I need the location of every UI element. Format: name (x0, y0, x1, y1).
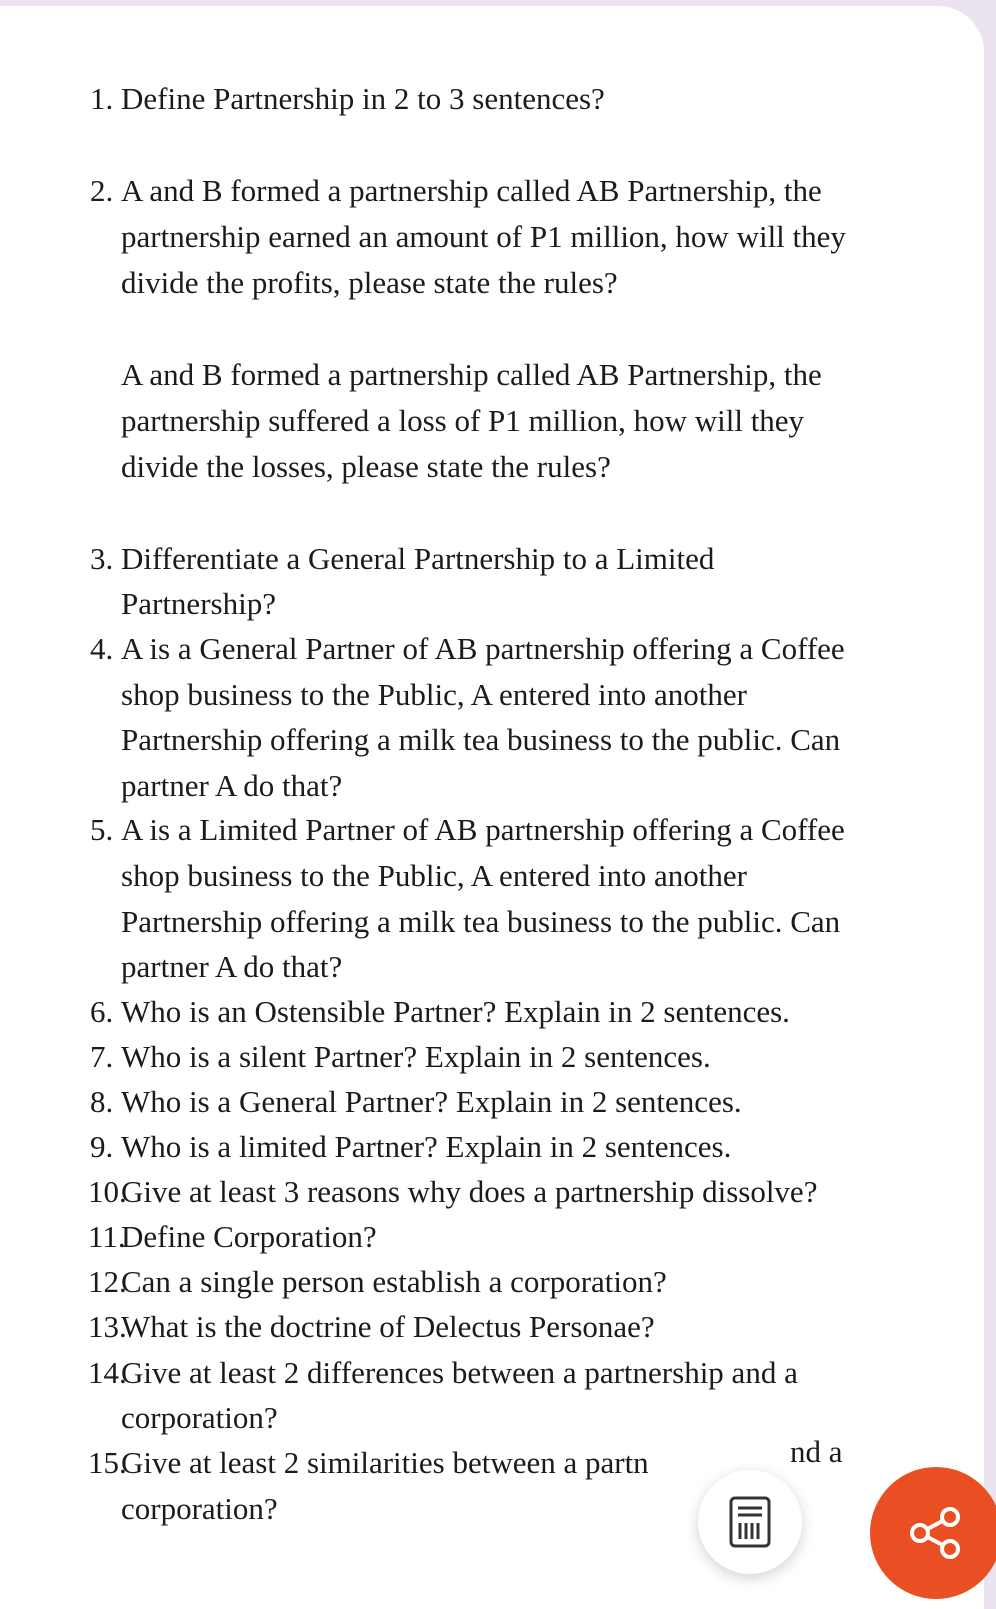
question-text: Partnership offering a milk tea business to the public. Can (121, 904, 841, 939)
question-16-line (121, 1489, 278, 1529)
question-text: Differentiate a General Partnership to a Limited (121, 541, 715, 576)
question-number: 10. (88, 1174, 127, 1209)
question-15-line (121, 1398, 278, 1438)
question-11-line (121, 1172, 817, 1212)
question-text: What is the doctrine of Delectus Personae? (121, 1309, 655, 1344)
question-2-line (121, 171, 822, 211)
question-list (0, 6, 984, 1609)
question-number: 9. (90, 1129, 114, 1164)
question-text: Define Partnership in 2 to 3 sentences? (121, 81, 605, 116)
question-text: corporation? (121, 1400, 278, 1435)
question-5-line (121, 720, 840, 760)
question-number: 3. (90, 541, 114, 576)
question-12-line (121, 1217, 377, 1257)
question-text: shop business to the Public, A entered into another (121, 858, 747, 893)
question-text: Give at least 2 similarities between a partn (121, 1445, 649, 1480)
question-9-line (121, 1082, 742, 1122)
question-text: Can a single person establish a corporation? (121, 1264, 667, 1299)
question-6-line (121, 902, 840, 942)
question-number: 6. (90, 994, 114, 1029)
question-6-line (121, 856, 747, 896)
question-number: 14. (88, 1355, 127, 1390)
question-text: Give at least 2 differences between a partnership and a (121, 1355, 798, 1390)
question-5-line (121, 675, 747, 715)
question-text: Who is a silent Partner? Explain in 2 sentences. (121, 1039, 711, 1074)
question-number: 5. (90, 812, 114, 847)
question-5-line (121, 629, 845, 669)
question-16-line (121, 1443, 649, 1483)
question-text: Define Corporation? (121, 1219, 377, 1254)
question-6-line (121, 810, 845, 850)
question-3-line (121, 447, 611, 487)
question-number: 12. (88, 1264, 127, 1299)
share-icon (904, 1501, 968, 1565)
question-7-line (121, 992, 790, 1032)
question-8-line (121, 1037, 711, 1077)
share-button[interactable] (870, 1467, 996, 1599)
question-text: A is a Limited Partner of AB partnership offering a Coffee (121, 812, 845, 847)
question-text: Who is an Ostensible Partner? Explain in 2 sentences. (121, 994, 790, 1029)
question-text: partnership suffered a loss of P1 million, how will they (121, 403, 805, 438)
question-text: A and B formed a partnership called AB Partnership, the (121, 357, 822, 392)
question-14-line (121, 1307, 655, 1347)
question-number: 13. (88, 1309, 127, 1344)
question-10-line (121, 1127, 731, 1167)
question-text: A and B formed a partnership called AB Partnership, the (121, 173, 822, 208)
question-15-line (121, 1353, 798, 1393)
question-5-line (121, 766, 342, 806)
question-text: corporation? (121, 1491, 278, 1526)
question-number: 7. (90, 1039, 114, 1074)
question-2-line (121, 217, 846, 257)
question-13-line (121, 1262, 667, 1302)
question-text: Who is a General Partner? Explain in 2 sentences. (121, 1084, 742, 1119)
question-text: divide the losses, please state the rules? (121, 449, 611, 484)
question-6-line (121, 947, 342, 987)
question-15-tail: nd a (790, 1434, 843, 1469)
question-number: 11. (88, 1219, 126, 1254)
question-1-line (121, 79, 605, 119)
question-text: Partnership offering a milk tea business to the public. Can (121, 722, 841, 757)
question-4-line (121, 539, 714, 579)
question-3-line (121, 355, 822, 395)
question-number: 4. (90, 631, 114, 666)
question-text: partner A do that? (121, 768, 343, 803)
list-view-button[interactable] (698, 1470, 802, 1574)
question-text: shop business to the Public, A entered into another (121, 677, 747, 712)
question-text: partner A do that? (121, 949, 343, 984)
question-4-line (121, 584, 276, 624)
question-text: Who is a limited Partner? Explain in 2 sentences. (121, 1129, 732, 1164)
question-number: 2. (90, 173, 114, 208)
question-2-line (121, 263, 618, 303)
question-number: 8. (90, 1084, 114, 1119)
question-text: divide the profits, please state the rules? (121, 265, 618, 300)
question-text: Partnership? (121, 586, 276, 621)
question-text: partnership earned an amount of P1 million, how will they (121, 219, 846, 254)
question-number: 1. (90, 81, 114, 116)
list-icon (728, 1495, 772, 1549)
document-page (0, 6, 984, 1609)
question-text: Give at least 3 reasons why does a partnership dissolve? (121, 1174, 818, 1209)
question-text: A is a General Partner of AB partnership offering a Coffee (121, 631, 845, 666)
question-3-line (121, 401, 804, 441)
question-number: 15. (88, 1445, 127, 1480)
